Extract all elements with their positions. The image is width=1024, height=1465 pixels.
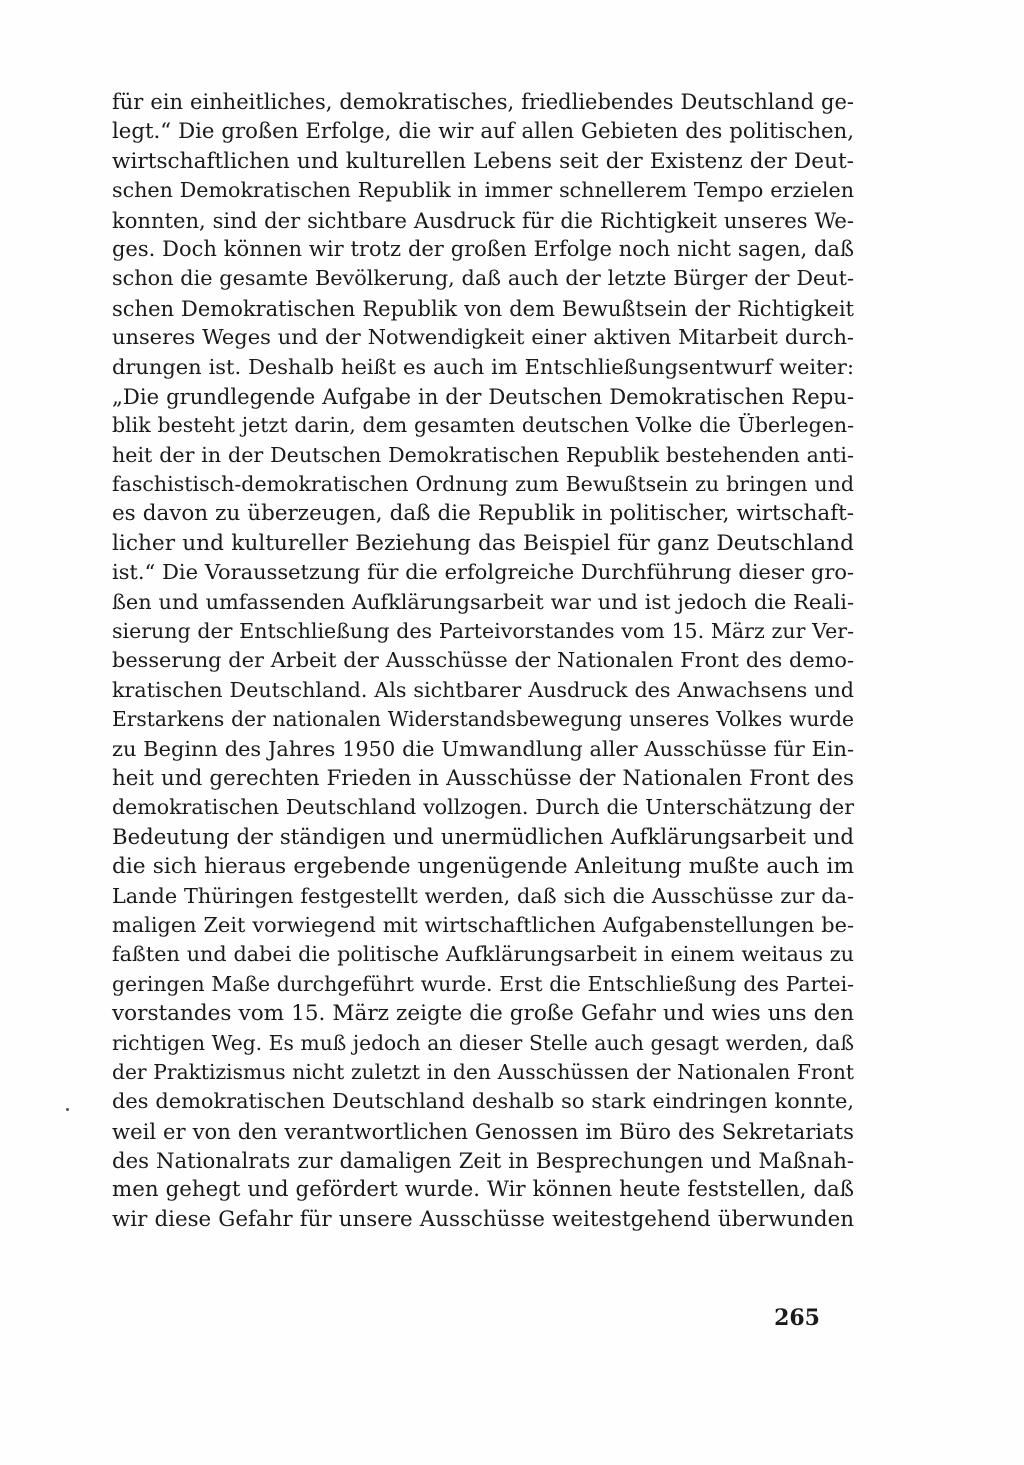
text-line: unseres Weges und der Notwendigkeit einer aktiven Mitarbeit durch- [112, 325, 854, 350]
text-line: der Praktizismus nicht zuletzt in den Ausschüssen der Nationalen Front [112, 1059, 854, 1084]
text-line: vorstandes vom 15. März zeigte die große Gefahr und wies uns den [112, 1001, 854, 1027]
text-line: schon die gesamte Bevölkerung, daß auch der letzte Bürger der Deut- [112, 266, 854, 291]
text-line: heit der in der Deutschen Demokratischen Republik bestehenden anti- [112, 442, 854, 467]
text-line: Erstarkens der nationalen Widerstandsbewegung unseres Volkes wurde [112, 707, 854, 732]
text-line: es davon zu überzeugen, daß die Republik in politischer, wirtschaft- [112, 501, 854, 527]
text-line: Bedeutung der ständigen und unermüdlichen Aufklärungsarbeit und [112, 824, 854, 850]
text-line: maligen Zeit vorwiegend mit wirtschaftlichen Aufgabenstellungen be- [112, 912, 854, 937]
text-line: faschistisch-demokratischen Ordnung zum Bewußtsein zu bringen und [112, 472, 854, 497]
text-line: für ein einheitliches, demokratisches, friedliebendes Deutschland ge- [112, 90, 854, 114]
text-line: blik besteht jetzt darin, dem gesamten deutschen Volke die Überlegen- [112, 413, 854, 438]
text-line: wir diese Gefahr für unsere Ausschüsse weitestgehend überwunden [112, 1206, 854, 1232]
text-line: ßen und umfassenden Aufklärungsarbeit war und ist jedoch die Reali- [112, 589, 854, 614]
text-line: weil er von den verantwortlichen Genossen im Büro des Sekretariats [112, 1118, 854, 1144]
margin-speck [66, 1108, 69, 1111]
text-line: ist.“ Die Voraussetzung für die erfolgreiche Durchführung dieser gro- [112, 560, 854, 585]
text-line: sierung der Entschließung des Parteivorstandes vom 15. März zur Ver- [112, 619, 854, 644]
text-line: geringen Maße durchgeführt wurde. Erst die Entschließung des Partei- [112, 971, 854, 996]
text-line: des demokratischen Deutschland deshalb so stark eindringen konnte, [112, 1089, 854, 1114]
text-line: drungen ist. Deshalb heißt es auch im Entschließungsentwurf weiter: [112, 354, 854, 379]
text-line: faßten und dabei die politische Aufklärungsarbeit in einem weitaus zu [112, 942, 854, 967]
body-text [112, 88, 854, 1234]
text-line: besserung der Arbeit der Ausschüsse der Nationalen Front des demo- [112, 648, 854, 673]
text-line: zu Beginn des Jahres 1950 die Umwandlung aller Ausschüsse für Ein- [112, 736, 854, 761]
text-line: legt.“ Die großen Erfolge, die wir auf allen Gebieten des politischen, [112, 119, 854, 145]
text-line: demokratischen Deutschland vollzogen. Durch die Unterschätzung der [112, 795, 854, 820]
text-line: ges. Doch können wir trotz der großen Erfolge noch nicht sagen, daß [112, 236, 854, 261]
text-line: des Nationalrats zur damaligen Zeit in Besprechungen und Maßnah- [112, 1148, 854, 1174]
text-line: schen Demokratischen Republik in immer schnellerem Tempo erzielen [112, 178, 854, 203]
page-number: 265 [774, 1305, 820, 1331]
text-line: „Die grundlegende Aufgabe in der Deutschen Demokratischen Repu- [112, 383, 854, 409]
text-line: schen Demokratischen Republik von dem Bewußtsein der Richtigkeit [112, 295, 854, 321]
text-line: richtigen Weg. Es muß jedoch an dieser Stelle auch gesagt werden, daß [112, 1030, 854, 1055]
text-line: heit und gerechten Frieden in Ausschüsse der Nationalen Front des [112, 765, 854, 791]
text-line: licher und kultureller Beziehung das Beispiel für ganz Deutschland [112, 530, 854, 556]
text-line: kratischen Deutschland. Als sichtbarer Ausdruck des Anwachsens und [112, 677, 854, 702]
text-line: konnten, sind der sichtbare Ausdruck für die Richtigkeit unseres We- [112, 207, 854, 233]
text-line: men gehegt und gefördert wurde. Wir können heute feststellen, daß [112, 1177, 854, 1203]
text-line: Lande Thüringen festgestellt werden, daß sich die Ausschüsse zur da- [112, 883, 854, 908]
text-line: die sich hieraus ergebende ungenügende Anleitung mußte auch im [112, 854, 854, 880]
text-line: wirtschaftlichen und kulturellen Lebens seit der Existenz der Deut- [112, 148, 854, 174]
